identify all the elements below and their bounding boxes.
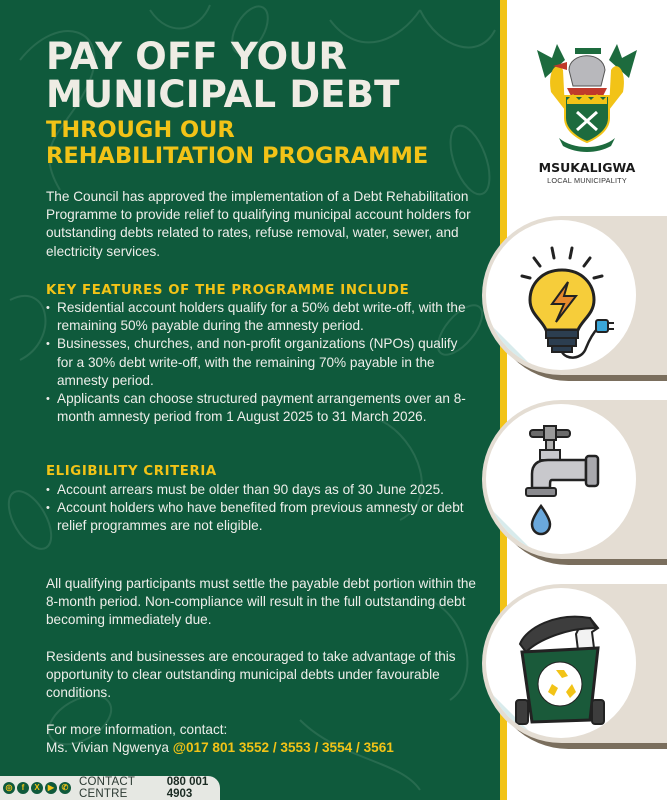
contact-centre-label: CONTACT CENTRE	[79, 776, 135, 800]
list-item: • Applicants can choose structured payment arrangements over an 8-month amnesty period from 1 August 2025 to 31 March 2026.	[46, 390, 476, 426]
coat-of-arms-icon	[507, 0, 667, 160]
list-item: • Businesses, churches, and non-profit organizations (NPOs) qualify for a 30% debt write-off, with the remaining 70% payable in the amnesty period.	[46, 335, 476, 390]
contact-phone-link[interactable]: @017 801 3552 / 3553 / 3554 / 3561	[172, 740, 394, 756]
service-card-refuse	[482, 584, 667, 749]
list-item: • Residential account holders qualify for a 50% debt write-off, with the remaining 50% payable during the amnesty period.	[46, 299, 476, 335]
headline	[46, 35, 400, 116]
eligibility-heading: ELIGIBILITY CRITERIA	[46, 464, 217, 479]
headline-line-2: MUNICIPAL DEBT	[46, 73, 400, 116]
headline-line-1: PAY OFF YOUR	[46, 35, 348, 78]
instagram-icon[interactable]: ◎	[3, 782, 15, 794]
subheadline-line-1: THROUGH OUR	[46, 117, 235, 143]
municipality-name: MSUKALIGWA	[538, 160, 636, 175]
key-features-heading: KEY FEATURES OF THE PROGRAMME INCLUDE	[46, 283, 410, 298]
contact-intro: For more information, contact:	[46, 722, 228, 737]
eligibility-list	[46, 481, 476, 536]
social-icons	[3, 782, 71, 794]
key-features-list	[46, 299, 476, 426]
subheadline-line-2: REHABILITATION PROGRAMME	[46, 143, 429, 169]
contact-info	[46, 721, 476, 757]
municipality-subtitle: LOCAL MUNICIPALITY	[547, 176, 627, 185]
recycle-bin-icon	[486, 588, 636, 738]
youtube-icon[interactable]: ▶	[45, 782, 57, 794]
list-item: • Account holders who have benefited from previous amnesty or debt relief programmes are not eligible.	[46, 499, 476, 535]
encouragement-paragraph: Residents and businesses are encouraged to take advantage of this opportunity to clear outstanding municipal debts under favourable conditions.	[46, 649, 456, 701]
icon-circle	[486, 588, 636, 738]
municipality-logo	[507, 0, 667, 200]
subheadline	[46, 117, 428, 169]
service-card-electricity	[482, 216, 667, 381]
lightbulb-icon	[486, 220, 636, 370]
service-card-water	[482, 400, 667, 565]
icon-circle	[486, 220, 636, 370]
compliance-paragraph: All qualifying participants must settle the payable debt portion within the 8-month period. Non-compliance will result in the full outstanding debt becoming immediately due.	[46, 576, 476, 628]
water-tap-icon	[486, 404, 636, 554]
contact-centre-bar	[0, 776, 220, 800]
contact-centre-number[interactable]: 080 001 4903	[166, 776, 209, 800]
intro-paragraph: The Council has approved the implementation of a Debt Rehabilitation Programme to provide relief to qualifying municipal account holders for outstanding debts related to rates, refuse removal, water, sewer, and electricity services.	[46, 189, 471, 259]
icon-circle	[486, 404, 636, 554]
facebook-icon[interactable]: f	[17, 782, 29, 794]
whatsapp-icon[interactable]: ✆	[59, 782, 71, 794]
list-item: • Account arrears must be older than 90 days as of 30 June 2025.	[46, 481, 476, 499]
contact-line	[46, 739, 476, 757]
contact-name: Ms. Vivian Ngwenya	[46, 740, 173, 756]
x-icon[interactable]: X	[31, 782, 43, 794]
